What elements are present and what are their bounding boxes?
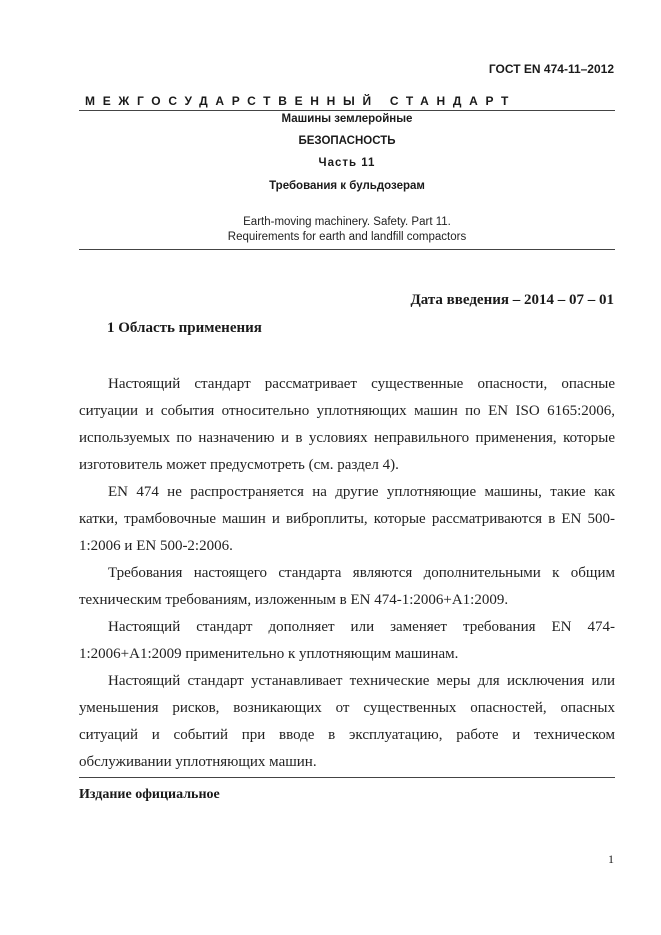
section-body <box>79 371 615 776</box>
page-number: 1 <box>608 852 614 866</box>
english-title-line-2: Requirements for earth and landfill compactors <box>227 231 467 243</box>
paragraph: Настоящий стандарт рассматривает существенные опасности, опасные ситуации и события относительно уплотняющих машин по EN ISO 6165:2006, используемых по назначению и в условиях неправильного применения, которые изготовитель может предусмотреть (см. раздел 4). <box>79 376 615 473</box>
paragraph: EN 474 не распространяется на другие уплотняющие машины, такие как катки, трамбовочные машин и виброплиты, которые рассматриваются в EN 500-1:2006 и EN 500-2:2006. <box>79 484 615 554</box>
english-title <box>79 215 615 245</box>
paragraph: Настоящий стандарт устанавливает технические меры для исключения или уменьшения рисков, возникающих от существенных опасностей, опасных ситуаций и событий при вводе в эксплуатацию, работе и техническом обслуживании уплотняющих машин. <box>79 673 615 770</box>
title-line-2: БЕЗОПАСНОСТЬ <box>298 135 396 147</box>
introduction-date: Дата введения – 2014 – 07 – 01 <box>410 292 614 308</box>
section-heading: 1 Область применения <box>107 320 262 336</box>
paragraph: Требования настоящего стандарта являются дополнительными к общим техническим требованиям, изложенным в EN 474-1:2006+A1:2009. <box>79 565 615 608</box>
english-title-line-1: Earth-moving machinery. Safety. Part 11. <box>243 216 451 228</box>
title-line-4: Требования к бульдозерам <box>269 180 425 192</box>
edition-label: Издание официальное <box>79 787 220 802</box>
title-line-1: Машины землеройные <box>281 113 413 125</box>
header-rule <box>79 110 615 111</box>
title-rule <box>79 249 615 250</box>
paragraph: Настоящий стандарт дополняет или заменяет требования EN 474-1:2006+A1:2009 применительно к уплотняющим машинам. <box>79 619 615 662</box>
title-part: Часть 11 <box>318 157 376 169</box>
footer-rule <box>79 777 615 778</box>
standard-code: ГОСТ EN 474-11–2012 <box>488 62 614 76</box>
interstate-standard-label: МЕЖГОСУДАРСТВЕННЫЙ СТАНДАРТ <box>85 94 517 108</box>
